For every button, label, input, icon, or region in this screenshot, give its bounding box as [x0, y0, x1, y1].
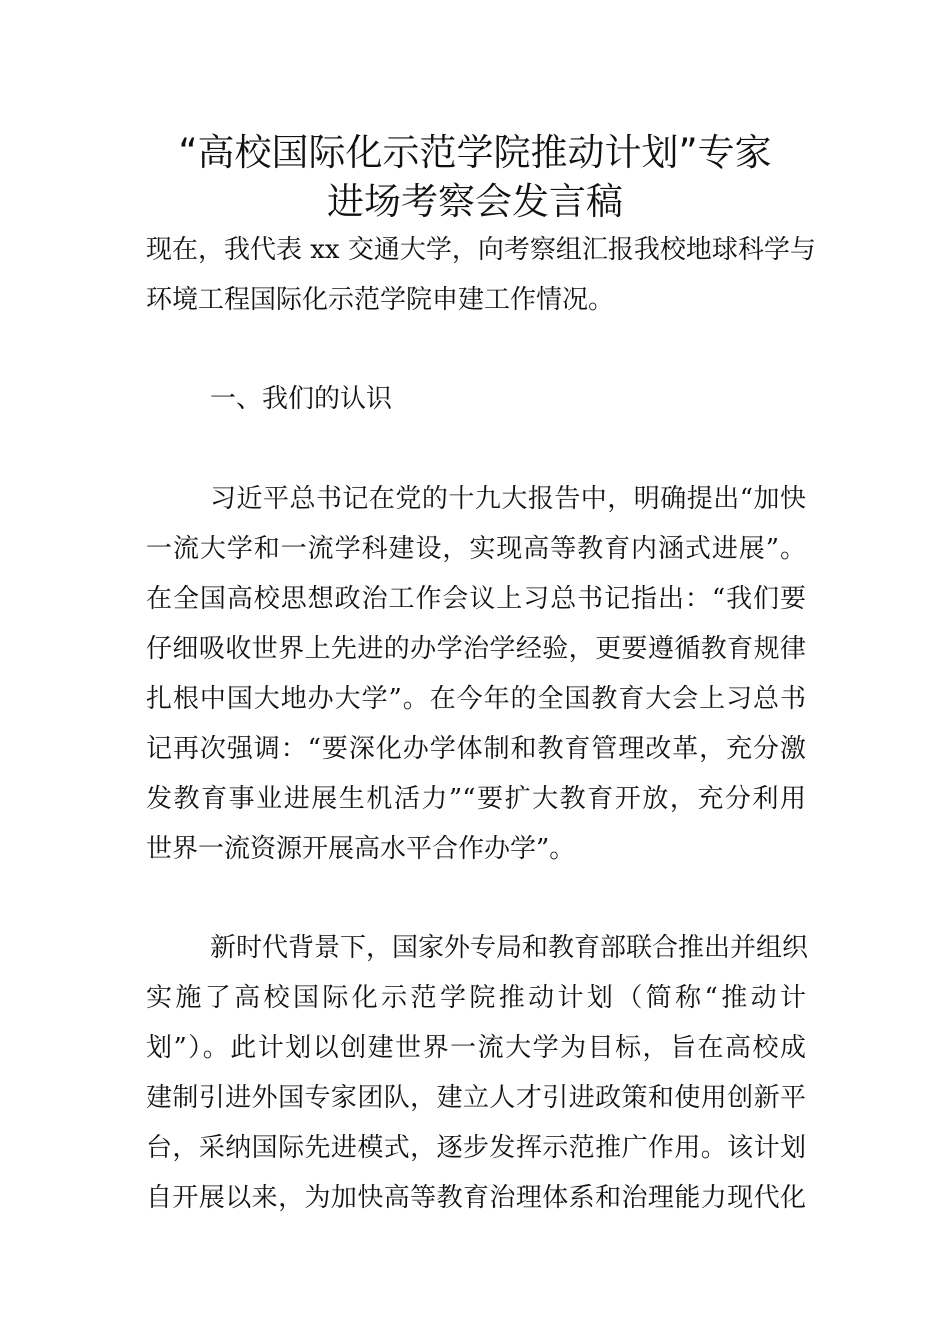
paragraph-1-line-3: 在全国高校思想政治工作会议上习总书记指出：“我们要 — [146, 584, 806, 614]
paragraph-1-line-5: 扎根中国大地办大学”。在今年的全国教育大会上习总书 — [146, 684, 806, 714]
paragraph-2-line-4: 建制引进外国专家团队，建立人才引进政策和使用创新平 — [146, 1083, 806, 1113]
paragraph-1-line-4: 仔细吸收世界上先进的办学治学经验，更要遵循教育规律 — [146, 634, 806, 664]
paragraph-1-line-2: 一流大学和一流学科建设，实现高等教育内涵式进展”。 — [146, 534, 806, 564]
paragraph-2-line-3: 划”）。此计划以创建世界一流大学为目标，旨在高校成 — [146, 1033, 806, 1063]
paragraph-2-line-1: 新时代背景下，国家外专局和教育部联合推出并组织 — [210, 933, 809, 963]
paragraph-2-line-5: 台，采纳国际先进模式，逐步发挥示范推广作用。该计划 — [146, 1133, 806, 1163]
intro-line-2: 环境工程国际化示范学院申建工作情况。 — [146, 285, 615, 315]
document-title-line-2: 进场考察会发言稿 — [327, 180, 623, 223]
paragraph-1-line-8: 世界一流资源开展高水平合作办学”。 — [146, 834, 576, 864]
paragraph-1-line-6: 记再次强调：“要深化办学体制和教育管理改革，充分激 — [146, 734, 806, 764]
paragraph-1-line-1: 习近平总书记在党的十九大报告中，明确提出“加快 — [210, 484, 806, 514]
paragraph-1-line-7: 发教育事业进展生机活力”“要扩大教育开放，充分利用 — [146, 784, 806, 814]
paragraph-2-line-6: 自开展以来，为加快高等教育治理体系和治理能力现代化 — [146, 1183, 806, 1213]
section-heading: 一、我们的认识 — [210, 384, 393, 414]
document-title-line-1: “高校国际化示范学院推动计划”专家 — [178, 131, 772, 174]
paragraph-2-line-2: 实施了高校国际化示范学院推动计划（简称“推动计 — [146, 983, 806, 1013]
intro-line-1: 现在，我代表 xx 交通大学，向考察组汇报我校地球科学与 — [146, 235, 816, 265]
